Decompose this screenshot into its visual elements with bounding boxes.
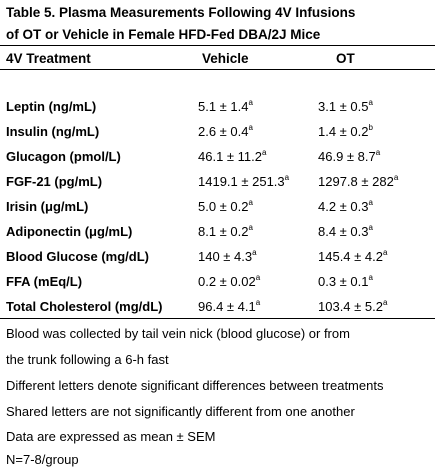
significance-letter: a [284,172,290,182]
significance-letter: a [248,197,253,207]
footnote-sample-size: N=7-8/group [6,452,79,467]
table-row-insulin [0,123,435,145]
vehicle-value: 0.2 ± 0.02$^a$ [198,272,261,289]
significance-letter: a [368,222,373,232]
vehicle-value: 2.6 ± 0.4$^a$ [198,122,253,139]
significance-letter: a [252,247,257,257]
vehicle-value: 5.0 ± 0.2$^a$ [198,197,253,214]
row-label: Insulin (ng/mL) [6,124,100,139]
row-label: Adiponectin (μg/mL) [6,224,133,239]
ot-value: 1.4 ± 0.2$^b$ [318,122,373,139]
significance-letter: a [368,197,373,207]
ot-value: 103.4 ± 5.2$^a$ [318,297,388,314]
footnote-collection-2: the trunk following a 6-h fast [6,352,169,367]
table-row-leptin [0,98,435,120]
row-label: Total Cholesterol (mg/dL) [6,299,163,314]
vehicle-value: 8.1 ± 0.2$^a$ [198,222,253,239]
significance-letter: a [368,272,373,282]
row-label: Blood Glucose (mg/dL) [6,249,149,264]
vehicle-value: 46.1 ± 11.2$^a$ [198,147,267,164]
significance-letter: a [262,147,267,157]
ot-value: 4.2 ± 0.3$^a$ [318,197,373,214]
ot-value: 3.1 ± 0.5$^a$ [318,97,373,114]
bottom-rule [0,318,435,319]
ot-value: 0.3 ± 0.1$^a$ [318,272,373,289]
significance-letter: a [382,247,388,257]
footnote-shared-letters: Shared letters are not significantly different from one another [6,404,355,419]
table-row-irisin [0,198,435,220]
row-label: Irisin (μg/mL) [6,199,89,214]
significance-letter: a [393,172,399,182]
footnote-different-letters: Different letters denote significant differences between treatments [6,378,384,393]
row-label: Glucagon (pmol/L) [6,149,121,164]
significance-letter: b [368,122,373,132]
vehicle-value: 5.1 ± 1.4$^a$ [198,97,253,114]
significance-letter: a [248,97,253,107]
column-header-treatment: 4V Treatment [6,51,91,66]
ot-value: 8.4 ± 0.3$^a$ [318,222,373,239]
significance-letter: a [248,122,253,132]
row-label: FGF-21 (pg/mL) [6,174,103,189]
ot-value: 46.9 ± 8.7$^a$ [318,147,381,164]
ot-value: $1297.8 \pm 282^a$ [318,172,399,189]
table-row-blood-glucose [0,248,435,270]
table-row-glucagon [0,148,435,170]
table-row-ffa [0,273,435,295]
footnote-collection-1: Blood was collected by tail vein nick (blood glucose) or from [6,326,350,341]
vehicle-value: 1419.1 ± 251.3$^a$ [198,172,290,189]
table-row-fgf21 [0,173,435,195]
column-header-ot: OT [336,51,355,66]
significance-letter: a [375,147,381,157]
row-label: Leptin (ng/mL) [6,99,97,114]
footnote-data-expression: Data are expressed as mean ± SEM [6,429,216,444]
top-rule [0,45,435,46]
significance-letter: a [255,297,261,307]
significance-letter: a [368,97,373,107]
table-title-line-2: of OT or Vehicle in Female HFD-Fed DBA/2J Mice [6,27,321,42]
significance-letter: a [255,272,261,282]
significance-letter: a [382,297,388,307]
vehicle-value: 96.4 ± 4.1$^a$ [198,297,261,314]
column-header-vehicle: Vehicle [202,51,249,66]
table-row-adiponectin [0,223,435,245]
header-rule [0,69,435,70]
table-row-total-cholesterol [0,298,435,320]
significance-letter: a [248,222,253,232]
table-title-line-1: Table 5. Plasma Measurements Following 4V Infusions [6,5,356,20]
vehicle-value: 140 ± 4.3$^a$ [198,247,257,264]
ot-value: 145.4 ± 4.2$^a$ [318,247,388,264]
row-label: FFA (mEq/L) [6,274,83,289]
